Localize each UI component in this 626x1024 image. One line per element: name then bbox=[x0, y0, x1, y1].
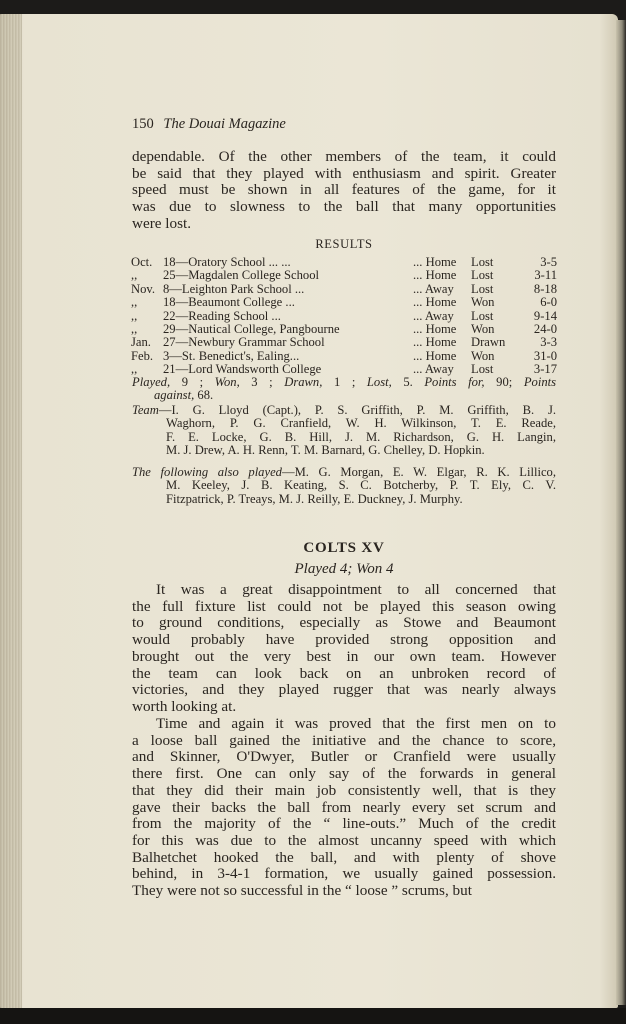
also-played-list bbox=[132, 466, 556, 506]
colts-p1-line: brought out the very best in our own team. However bbox=[132, 647, 556, 665]
team-line-3: F. E. Locke, G. B. Hill, J. M. Richardson, G. H. Langin, bbox=[166, 429, 556, 444]
result-game: 18—Beaumont College ... bbox=[163, 295, 295, 310]
result-month: Feb. bbox=[131, 348, 154, 363]
colts-p1-line: the full fixture list could not be played this season owing bbox=[132, 597, 556, 615]
colts-p1-line: victories, and they played rugger that was nearly always bbox=[132, 681, 556, 699]
result-month: ,, bbox=[131, 295, 138, 310]
result-game: 29—Nautical College, Pangbourne bbox=[163, 322, 340, 337]
colts-paragraph-1 bbox=[132, 582, 556, 716]
colts-p1-line: the team can look back on an unbroken record of bbox=[132, 664, 556, 682]
result-game: 18—Oratory School ... ... bbox=[163, 255, 291, 269]
page-edges bbox=[0, 14, 22, 1008]
result-month: Nov. bbox=[131, 281, 156, 296]
intro-line: were lost. bbox=[132, 214, 192, 232]
result-venue: ... Home bbox=[413, 348, 457, 363]
colts-p2-line: gave their backs the ball from nearly every set scrum and bbox=[132, 798, 556, 816]
running-header bbox=[132, 116, 286, 133]
result-month: Oct. bbox=[131, 255, 153, 269]
result-game: 22—Reading School ... bbox=[163, 308, 281, 323]
colts-heading: COLTS XV bbox=[303, 540, 385, 556]
result-venue: ... Home bbox=[413, 335, 457, 350]
result-score: 6-0 bbox=[540, 295, 557, 310]
result-game: 8—Leighton Park School ... bbox=[163, 281, 305, 296]
result-month: Jan. bbox=[131, 335, 151, 350]
result-result: Lost bbox=[471, 308, 494, 323]
result-row bbox=[131, 296, 557, 309]
result-result: Lost bbox=[471, 268, 494, 283]
result-month: ,, bbox=[131, 268, 138, 283]
result-row bbox=[131, 310, 557, 323]
result-result: Drawn bbox=[471, 335, 506, 350]
summary-line-1: Played, 9 ; Won, 3 ; Drawn, 1 ; Lost, 5. Points for, 90; Points bbox=[132, 375, 557, 389]
background-edge bbox=[0, 1008, 626, 1024]
colts-p2-line: They were not so successful in the “ loose ” scrums, but bbox=[132, 882, 472, 900]
colts-p1-line: worth looking at. bbox=[132, 697, 237, 715]
colts-p2-line: that they did their main job consistently well, that is they bbox=[132, 781, 556, 799]
result-score: 9-14 bbox=[533, 308, 557, 323]
team-line-2: Waghorn, P. G. Cranfield, W. H. Wilkinson, T. E. Reade, bbox=[166, 416, 556, 431]
results-heading: RESULTS bbox=[315, 237, 373, 251]
team-list bbox=[132, 404, 556, 458]
result-game: 25—Magdalen College School bbox=[163, 268, 319, 283]
result-score: 3-11 bbox=[534, 268, 557, 283]
result-month: ,, bbox=[131, 308, 138, 323]
team-line-4: M. J. Drew, A. H. Renn, T. M. Barnard, G. Chelley, D. Hopkin. bbox=[166, 443, 485, 458]
colts-p2-line: Time and again it was proved that the first men on to bbox=[156, 715, 556, 732]
result-month: ,, bbox=[131, 322, 138, 337]
result-row bbox=[131, 336, 557, 349]
colts-p1-line: It was a great disappointment to all concerned that bbox=[156, 581, 556, 598]
result-venue: ... Away bbox=[413, 281, 454, 296]
also-line-3: Fitzpatrick, P. Treays, M. J. Reilly, E. Duckney, J. Murphy. bbox=[166, 491, 463, 506]
result-game: 3—St. Benedict's, Ealing... bbox=[163, 348, 300, 363]
result-result: Won bbox=[471, 322, 495, 337]
colts-p2-line: Balhetchet hooked the ball, and with plenty of shove bbox=[132, 848, 556, 866]
result-result: Won bbox=[471, 295, 495, 310]
result-row bbox=[131, 283, 557, 296]
result-row bbox=[131, 350, 557, 363]
result-score: 24-0 bbox=[533, 322, 557, 337]
magazine-title: The Douai Magazine bbox=[163, 116, 286, 132]
result-venue: ... Away bbox=[413, 308, 454, 323]
results-table bbox=[131, 256, 557, 377]
result-row bbox=[131, 269, 557, 282]
also-line-1: The following also played—M. G. Morgan, E. W. Elgar, R. K. Lillico, bbox=[132, 465, 556, 479]
colts-p2-line: there first. One can only say of the forwards in general bbox=[132, 765, 556, 783]
result-result: Lost bbox=[471, 281, 494, 296]
result-score: 3-3 bbox=[540, 335, 557, 350]
summary-line-2: against, 68. bbox=[154, 388, 214, 403]
colts-p2-line: from the majority of the “ line-outs.” Much of the credit bbox=[132, 815, 556, 833]
colts-p1-line: would probably have provided strong opposition and bbox=[132, 631, 556, 649]
page-number: 150 bbox=[132, 116, 154, 132]
team-line-1: Team—I. G. Lloyd (Capt.), P. S. Griffith, P. M. Griffith, B. J. bbox=[132, 403, 556, 417]
intro-line: be said that they played with enthusiasm and spirit. Greater bbox=[132, 164, 556, 182]
result-score: 3-17 bbox=[533, 362, 557, 377]
colts-p2-line: for this was due to the almost uncanny speed with which bbox=[132, 831, 556, 849]
colts-p2-line: behind, in 3-4-1 formation, we usually gained possession. bbox=[132, 865, 556, 883]
result-row bbox=[131, 323, 557, 336]
colts-p2-line: and Skinner, O'Dwyer, Butler or Cranfield were usually bbox=[132, 748, 556, 766]
result-result: Lost bbox=[471, 362, 494, 377]
result-game: 21—Lord Wandsworth College bbox=[163, 362, 322, 377]
result-game: 27—Newbury Grammar School bbox=[163, 335, 325, 350]
colts-p1-line: to ground conditions, especially as Stowe and Beaumont bbox=[132, 614, 556, 632]
result-score: 31-0 bbox=[533, 348, 557, 363]
result-venue: ... Away bbox=[413, 362, 454, 377]
result-score: 3-5 bbox=[540, 255, 557, 269]
colts-p2-line: a loose ball gained the initiative and the chance to score, bbox=[132, 731, 556, 749]
intro-line: dependable. Of the other members of the team, it could bbox=[132, 148, 556, 165]
result-venue: ... Home bbox=[413, 322, 457, 337]
intro-paragraph bbox=[132, 149, 556, 233]
result-month: ,, bbox=[131, 362, 138, 377]
season-summary bbox=[132, 376, 556, 403]
result-venue: ... Home bbox=[413, 255, 457, 269]
result-row bbox=[131, 256, 557, 269]
intro-line: speed must be shown in all features of the game, for it bbox=[132, 181, 556, 199]
colts-record: Played 4; Won 4 bbox=[294, 561, 394, 577]
result-venue: ... Home bbox=[413, 295, 457, 310]
result-result: Lost bbox=[471, 255, 494, 269]
also-line-2: M. Keeley, J. B. Keating, S. C. Botcherby, P. T. Ely, C. V. bbox=[166, 478, 556, 493]
result-score: 8-18 bbox=[533, 281, 557, 296]
result-venue: ... Home bbox=[413, 268, 457, 283]
book-spine-edge bbox=[616, 20, 626, 1005]
intro-line: was due to slowness to the ball that many opportunities bbox=[132, 198, 556, 216]
result-result: Won bbox=[471, 348, 495, 363]
colts-paragraph-2 bbox=[132, 716, 556, 900]
